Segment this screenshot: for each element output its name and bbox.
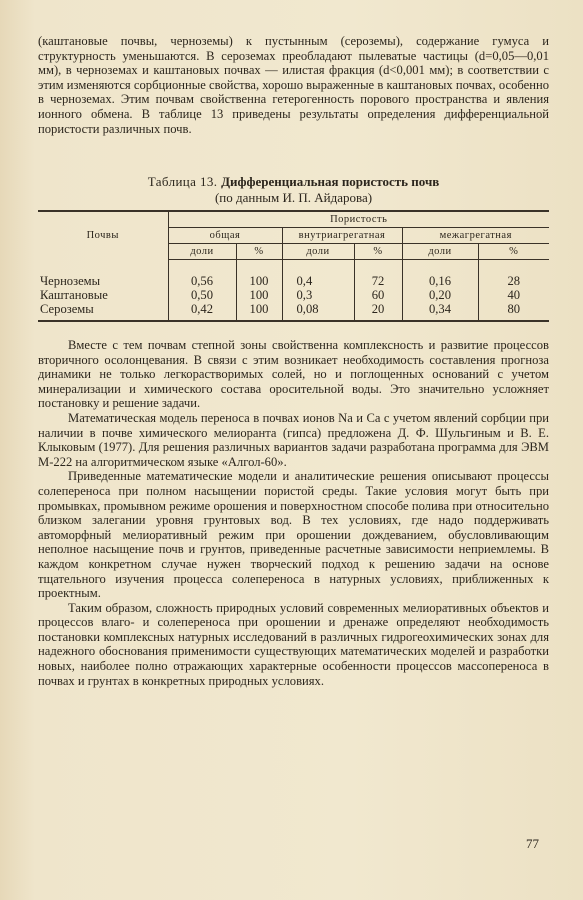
header-total: общая [168, 228, 282, 244]
subheader-percent: % [354, 244, 402, 260]
header-inter-aggregate: межагрегатная [402, 228, 549, 244]
table-caption-title: Дифференциальная пористость почв [221, 174, 440, 189]
header-porosity: Пористость [168, 211, 549, 228]
cell-intra-share: 0,4 [282, 260, 354, 289]
cell-total-percent: 100 [236, 302, 282, 321]
porosity-table [38, 210, 549, 322]
cell-inter-percent: 40 [478, 288, 549, 302]
cell-total-share: 0,42 [168, 302, 236, 321]
table-caption-label: Таблица 13. [147, 174, 218, 189]
header-intra-aggregate: внутриагрегатная [282, 228, 402, 244]
subheader-share: доли [282, 244, 354, 260]
cell-total-percent: 100 [236, 260, 282, 289]
header-soils: Почвы [38, 211, 168, 260]
cell-inter-share: 0,20 [402, 288, 478, 302]
paragraph: Вместе с тем почвам степной зоны свойственна комплексность и развитие процессов вторичного осолонцевания. В связи с этим возникает необходимость составления прогноза динамики не только легкорастворимых солей, но и поглощенных оснований с учетом минерализации и химического состава оросительной воды. Это значительно усложняет постановку и решение задачи. [38, 338, 549, 411]
body-text [38, 338, 549, 688]
soil-name: Черноземы [40, 273, 101, 288]
table-caption-source: (по данным И. П. Айдарова) [214, 190, 373, 205]
cell-total-share: 0,56 [168, 260, 236, 289]
subheader-percent: % [236, 244, 282, 260]
cell-inter-percent: 28 [478, 260, 549, 289]
cell-total-percent: 100 [236, 288, 282, 302]
table-caption [38, 174, 549, 190]
page-number: 77 [526, 836, 539, 851]
cell-inter-share: 0,34 [402, 302, 478, 321]
paragraph: Математическая модель переноса в почвах ионов Na и Ca с учетом явлений сорбции при наличии в почве химического мелиоранта (гипса) предложена Д. Ф. Шульгиным и В. Е. Клыковым (1977). Для решения различных вариантов задачи разработана программа для ЭВМ М-222 на алгоритмическом языке «Алгол-60». [38, 410, 549, 469]
paragraph-intro: (каштановые почвы, черноземы) к пустынным (сероземы), содержание гумуса и структурность уменьшаются. В сероземах преобладают пылеватые частицы (d=0,05—0,01 мм), в черноземах и каштановых почвах — илистая фракция (d<0,001 мм); в соответствии с этим изменяются сорбционные свойства, хорошо выраженные в каштановых почвах, особенно в черноземах. Этим почвам свойственна гетерогенность порового пространства и явления ионного обмена. В таблице 13 приведены результаты определения дифференциальной пористости различных почв. [38, 34, 549, 136]
cell-intra-share: 0,08 [282, 302, 354, 321]
soil-name: Сероземы [38, 302, 168, 321]
cell-intra-percent: 20 [354, 302, 402, 321]
table-row [38, 288, 549, 302]
cell-intra-percent: 60 [354, 288, 402, 302]
cell-inter-percent: 80 [478, 302, 549, 321]
subheader-share: доли [402, 244, 478, 260]
subheader-share: доли [168, 244, 236, 260]
table-row [38, 302, 549, 321]
cell-intra-percent: 72 [354, 260, 402, 289]
paragraph: Таким образом, сложность природных условий современных мелиоративных объектов и процессов влаго- и солепереноса при орошении и дренаже определяют необходимость постановки комплексных натурных исследований в различных гидрогеохимических зонах для надежного обоснования применимости существующих математических моделей и разработки новых, наиболее полно отражающих характерные особенности процессов массопереноса в почвах и грунтах в конкретных природных условиях. [38, 600, 549, 688]
subheader-percent: % [478, 244, 549, 260]
cell-intra-share: 0,3 [282, 288, 354, 302]
paragraph: Приведенные математические модели и аналитические решения описывают процессы солепереноса при полном насыщении пористой среды. Такие условия могут быть при промывках, промывном режиме орошения и поверхностном способе полива при относительно близком залегании уровня грунтовых вод. В тех условиях, где надо поддерживать автоморфный мелиоративный режим при орошении дождеванием, обусловливающим неполное насыщение почв и грунтов, приведенные расчетные зависимости неприемлемы. В каждом конкретном случае нужен творческий подход к решению задачи на основе тщательного изучения процесса солепереноса в натурных условиях, приближенных к проектным. [38, 469, 549, 601]
cell-total-share: 0,50 [168, 288, 236, 302]
soil-name: Каштановые [40, 288, 108, 302]
table-row [38, 260, 549, 289]
cell-inter-share: 0,16 [402, 260, 478, 289]
